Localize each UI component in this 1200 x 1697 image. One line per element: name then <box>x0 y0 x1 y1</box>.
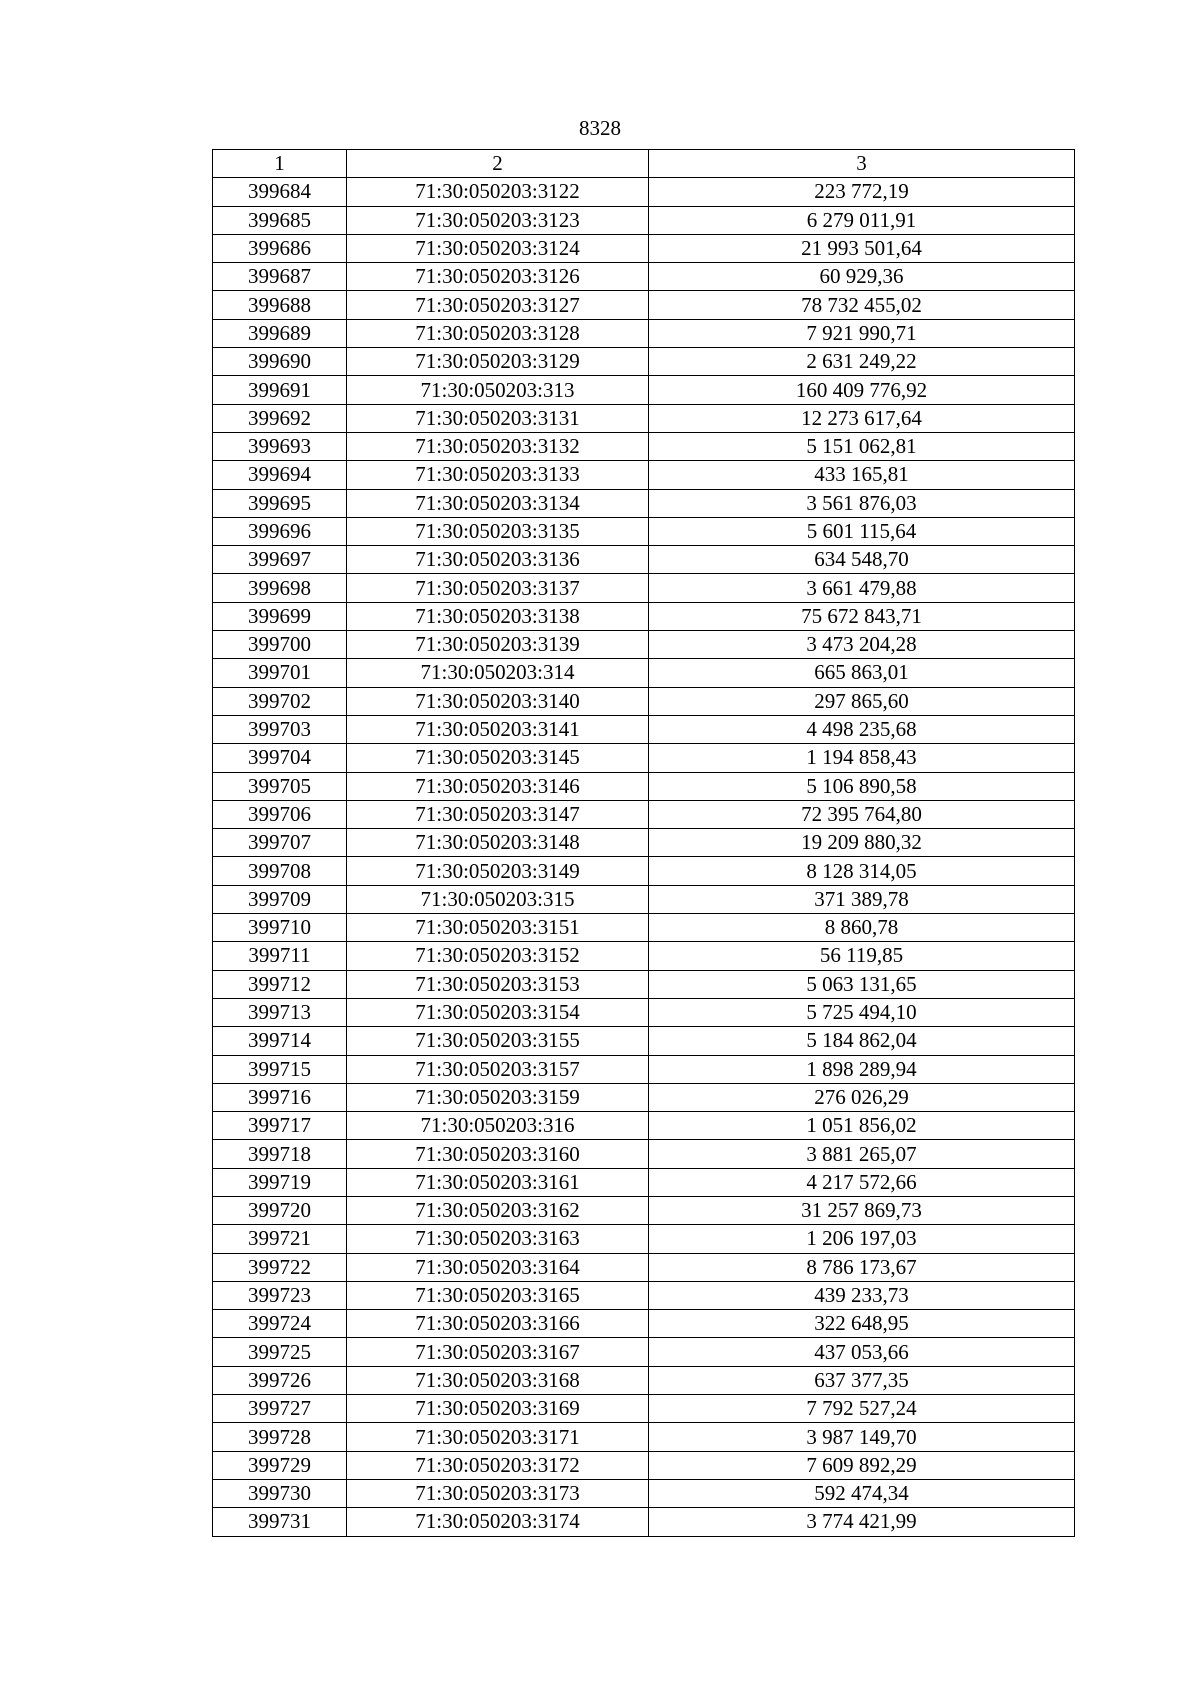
cadastral-number-cell: 71:30:050203:3137 <box>347 574 649 602</box>
cadastral-value-cell: 3 661 479,88 <box>649 574 1075 602</box>
cadastral-number-cell: 71:30:050203:3140 <box>347 687 649 715</box>
row-number-cell: 399707 <box>213 829 347 857</box>
cadastral-number-cell: 71:30:050203:3161 <box>347 1168 649 1196</box>
cadastral-value-cell: 665 863,01 <box>649 659 1075 687</box>
table-row <box>213 489 1075 517</box>
cadastral-number-cell: 71:30:050203:3127 <box>347 291 649 319</box>
row-number-cell: 399706 <box>213 800 347 828</box>
column-header-cadastral-number: 2 <box>347 150 649 178</box>
table-row <box>213 1310 1075 1338</box>
cadastral-number-cell: 71:30:050203:3122 <box>347 178 649 206</box>
table-row <box>213 602 1075 630</box>
cadastral-value-cell: 6 279 011,91 <box>649 206 1075 234</box>
row-number-cell: 399690 <box>213 348 347 376</box>
cadastral-number-cell: 71:30:050203:3165 <box>347 1281 649 1309</box>
row-number-cell: 399730 <box>213 1479 347 1507</box>
row-number-cell: 399684 <box>213 178 347 206</box>
cadastral-value-cell: 371 389,78 <box>649 885 1075 913</box>
row-number-cell: 399709 <box>213 885 347 913</box>
cadastral-value-cell: 12 273 617,64 <box>649 404 1075 432</box>
cadastral-number-cell: 71:30:050203:3166 <box>347 1310 649 1338</box>
cadastral-number-cell: 71:30:050203:3135 <box>347 517 649 545</box>
table-row <box>213 1027 1075 1055</box>
cadastral-number-cell: 71:30:050203:3155 <box>347 1027 649 1055</box>
row-number-cell: 399687 <box>213 263 347 291</box>
cadastral-number-cell: 71:30:050203:3153 <box>347 970 649 998</box>
row-number-cell: 399725 <box>213 1338 347 1366</box>
cadastral-value-cell: 3 561 876,03 <box>649 489 1075 517</box>
table-row <box>213 178 1075 206</box>
cadastral-value-cell: 5 151 062,81 <box>649 432 1075 460</box>
cadastral-number-cell: 71:30:050203:3128 <box>347 319 649 347</box>
table-row <box>213 234 1075 262</box>
table-row <box>213 885 1075 913</box>
table-row <box>213 631 1075 659</box>
table-row <box>213 1253 1075 1281</box>
row-number-cell: 399692 <box>213 404 347 432</box>
cadastral-value-cell: 4 217 572,66 <box>649 1168 1075 1196</box>
cadastral-number-cell: 71:30:050203:3171 <box>347 1423 649 1451</box>
cadastral-value-cell: 72 395 764,80 <box>649 800 1075 828</box>
table-row <box>213 1225 1075 1253</box>
cadastral-value-cell: 1 898 289,94 <box>649 1055 1075 1083</box>
cadastral-value-cell: 19 209 880,32 <box>649 829 1075 857</box>
cadastral-number-cell: 71:30:050203:3174 <box>347 1508 649 1536</box>
cadastral-number-cell: 71:30:050203:3157 <box>347 1055 649 1083</box>
table-row <box>213 970 1075 998</box>
row-number-cell: 399701 <box>213 659 347 687</box>
cadastral-number-cell: 71:30:050203:313 <box>347 376 649 404</box>
cadastral-number-cell: 71:30:050203:3167 <box>347 1338 649 1366</box>
table-row <box>213 1423 1075 1451</box>
cadastral-value-cell: 5 725 494,10 <box>649 998 1075 1026</box>
table-row <box>213 687 1075 715</box>
cadastral-number-cell: 71:30:050203:315 <box>347 885 649 913</box>
table-row <box>213 857 1075 885</box>
row-number-cell: 399700 <box>213 631 347 659</box>
row-number-cell: 399704 <box>213 744 347 772</box>
cadastral-value-cell: 4 498 235,68 <box>649 715 1075 743</box>
cadastral-number-cell: 71:30:050203:3152 <box>347 942 649 970</box>
table-row <box>213 800 1075 828</box>
cadastral-value-cell: 634 548,70 <box>649 546 1075 574</box>
cadastral-value-cell: 5 184 862,04 <box>649 1027 1075 1055</box>
row-number-cell: 399711 <box>213 942 347 970</box>
cadastral-value-cell: 223 772,19 <box>649 178 1075 206</box>
cadastral-value-cell: 56 119,85 <box>649 942 1075 970</box>
table-row <box>213 432 1075 460</box>
cadastral-value-cell: 160 409 776,92 <box>649 376 1075 404</box>
cadastral-number-cell: 71:30:050203:316 <box>347 1112 649 1140</box>
row-number-cell: 399720 <box>213 1196 347 1224</box>
cadastral-value-cell: 3 473 204,28 <box>649 631 1075 659</box>
table-row <box>213 263 1075 291</box>
cadastral-value-cell: 75 672 843,71 <box>649 602 1075 630</box>
table-row <box>213 998 1075 1026</box>
table-row <box>213 1366 1075 1394</box>
cadastral-value-cell: 1 051 856,02 <box>649 1112 1075 1140</box>
column-header-number: 1 <box>213 150 347 178</box>
cadastral-value-cell: 439 233,73 <box>649 1281 1075 1309</box>
row-number-cell: 399699 <box>213 602 347 630</box>
cadastral-number-cell: 71:30:050203:3163 <box>347 1225 649 1253</box>
row-number-cell: 399714 <box>213 1027 347 1055</box>
table-row <box>213 291 1075 319</box>
row-number-cell: 399721 <box>213 1225 347 1253</box>
cadastral-value-cell: 5 601 115,64 <box>649 517 1075 545</box>
table-row <box>213 517 1075 545</box>
cadastral-number-cell: 71:30:050203:3147 <box>347 800 649 828</box>
cadastral-number-cell: 71:30:050203:3164 <box>347 1253 649 1281</box>
row-number-cell: 399722 <box>213 1253 347 1281</box>
cadastral-number-cell: 71:30:050203:3145 <box>347 744 649 772</box>
table-row <box>213 1083 1075 1111</box>
table-row <box>213 715 1075 743</box>
row-number-cell: 399695 <box>213 489 347 517</box>
cadastral-number-cell: 71:30:050203:3151 <box>347 914 649 942</box>
table-row <box>213 1112 1075 1140</box>
table-row <box>213 1140 1075 1168</box>
table-row <box>213 914 1075 942</box>
cadastral-number-cell: 71:30:050203:3173 <box>347 1479 649 1507</box>
row-number-cell: 399685 <box>213 206 347 234</box>
row-number-cell: 399688 <box>213 291 347 319</box>
cadastral-value-cell: 21 993 501,64 <box>649 234 1075 262</box>
table-row <box>213 1479 1075 1507</box>
cadastral-value-cell: 3 881 265,07 <box>649 1140 1075 1168</box>
table-row <box>213 546 1075 574</box>
cadastral-number-cell: 71:30:050203:3139 <box>347 631 649 659</box>
cadastral-number-cell: 71:30:050203:3172 <box>347 1451 649 1479</box>
cadastral-number-cell: 71:30:050203:3136 <box>347 546 649 574</box>
cadastral-value-cell: 1 194 858,43 <box>649 744 1075 772</box>
row-number-cell: 399719 <box>213 1168 347 1196</box>
table-row <box>213 1196 1075 1224</box>
cadastral-number-cell: 71:30:050203:3149 <box>347 857 649 885</box>
table-row <box>213 1281 1075 1309</box>
table-row <box>213 574 1075 602</box>
row-number-cell: 399716 <box>213 1083 347 1111</box>
row-number-cell: 399718 <box>213 1140 347 1168</box>
table-row <box>213 319 1075 347</box>
cadastral-number-cell: 71:30:050203:3146 <box>347 772 649 800</box>
cadastral-number-cell: 71:30:050203:3160 <box>347 1140 649 1168</box>
table-row <box>213 348 1075 376</box>
cadastral-number-cell: 71:30:050203:3141 <box>347 715 649 743</box>
table-header <box>213 150 1075 178</box>
cadastral-number-cell: 71:30:050203:3138 <box>347 602 649 630</box>
cadastral-number-cell: 71:30:050203:314 <box>347 659 649 687</box>
cadastral-number-cell: 71:30:050203:3159 <box>347 1083 649 1111</box>
row-number-cell: 399698 <box>213 574 347 602</box>
cadastral-value-cell: 78 732 455,02 <box>649 291 1075 319</box>
row-number-cell: 399727 <box>213 1395 347 1423</box>
row-number-cell: 399691 <box>213 376 347 404</box>
row-number-cell: 399729 <box>213 1451 347 1479</box>
cadastral-value-cell: 637 377,35 <box>649 1366 1075 1394</box>
table-row <box>213 772 1075 800</box>
table-row <box>213 744 1075 772</box>
row-number-cell: 399689 <box>213 319 347 347</box>
cadastral-number-cell: 71:30:050203:3124 <box>347 234 649 262</box>
cadastral-value-table <box>212 149 1075 1537</box>
table-row <box>213 376 1075 404</box>
row-number-cell: 399723 <box>213 1281 347 1309</box>
cadastral-value-cell: 7 609 892,29 <box>649 1451 1075 1479</box>
cadastral-value-cell: 322 648,95 <box>649 1310 1075 1338</box>
cadastral-number-cell: 71:30:050203:3154 <box>347 998 649 1026</box>
cadastral-number-cell: 71:30:050203:3169 <box>347 1395 649 1423</box>
table-row <box>213 1395 1075 1423</box>
cadastral-number-cell: 71:30:050203:3129 <box>347 348 649 376</box>
row-number-cell: 399717 <box>213 1112 347 1140</box>
cadastral-number-cell: 71:30:050203:3134 <box>347 489 649 517</box>
table-row <box>213 1508 1075 1536</box>
row-number-cell: 399726 <box>213 1366 347 1394</box>
table-row <box>213 206 1075 234</box>
table-row <box>213 659 1075 687</box>
table-row <box>213 1168 1075 1196</box>
table-row <box>213 829 1075 857</box>
cadastral-value-cell: 2 631 249,22 <box>649 348 1075 376</box>
column-header-cadastral-value: 3 <box>649 150 1075 178</box>
table-row <box>213 1055 1075 1083</box>
cadastral-number-cell: 71:30:050203:3123 <box>347 206 649 234</box>
cadastral-number-cell: 71:30:050203:3126 <box>347 263 649 291</box>
cadastral-value-cell: 1 206 197,03 <box>649 1225 1075 1253</box>
row-number-cell: 399694 <box>213 461 347 489</box>
cadastral-number-cell: 71:30:050203:3168 <box>347 1366 649 1394</box>
cadastral-value-cell: 437 053,66 <box>649 1338 1075 1366</box>
cadastral-value-cell: 276 026,29 <box>649 1083 1075 1111</box>
cadastral-value-cell: 60 929,36 <box>649 263 1075 291</box>
cadastral-value-cell: 5 063 131,65 <box>649 970 1075 998</box>
cadastral-value-cell: 8 860,78 <box>649 914 1075 942</box>
cadastral-value-cell: 433 165,81 <box>649 461 1075 489</box>
row-number-cell: 399697 <box>213 546 347 574</box>
cadastral-number-cell: 71:30:050203:3162 <box>347 1196 649 1224</box>
cadastral-value-cell: 8 786 173,67 <box>649 1253 1075 1281</box>
cadastral-value-cell: 7 921 990,71 <box>649 319 1075 347</box>
table-row <box>213 942 1075 970</box>
cadastral-number-cell: 71:30:050203:3132 <box>347 432 649 460</box>
row-number-cell: 399702 <box>213 687 347 715</box>
row-number-cell: 399715 <box>213 1055 347 1083</box>
row-number-cell: 399731 <box>213 1508 347 1536</box>
row-number-cell: 399708 <box>213 857 347 885</box>
row-number-cell: 399703 <box>213 715 347 743</box>
row-number-cell: 399686 <box>213 234 347 262</box>
table-row <box>213 1451 1075 1479</box>
row-number-cell: 399728 <box>213 1423 347 1451</box>
cadastral-number-cell: 71:30:050203:3148 <box>347 829 649 857</box>
row-number-cell: 399712 <box>213 970 347 998</box>
table-body <box>213 178 1075 1536</box>
page-number: 8328 <box>579 116 621 140</box>
cadastral-value-cell: 5 106 890,58 <box>649 772 1075 800</box>
row-number-cell: 399705 <box>213 772 347 800</box>
table-row <box>213 404 1075 432</box>
table-row <box>213 1338 1075 1366</box>
cadastral-value-cell: 3 774 421,99 <box>649 1508 1075 1536</box>
cadastral-value-cell: 3 987 149,70 <box>649 1423 1075 1451</box>
row-number-cell: 399696 <box>213 517 347 545</box>
row-number-cell: 399724 <box>213 1310 347 1338</box>
cadastral-value-cell: 7 792 527,24 <box>649 1395 1075 1423</box>
cadastral-value-cell: 8 128 314,05 <box>649 857 1075 885</box>
cadastral-value-cell: 592 474,34 <box>649 1479 1075 1507</box>
header-row <box>213 150 1075 178</box>
row-number-cell: 399693 <box>213 432 347 460</box>
cadastral-number-cell: 71:30:050203:3131 <box>347 404 649 432</box>
row-number-cell: 399710 <box>213 914 347 942</box>
row-number-cell: 399713 <box>213 998 347 1026</box>
cadastral-value-cell: 31 257 869,73 <box>649 1196 1075 1224</box>
cadastral-number-cell: 71:30:050203:3133 <box>347 461 649 489</box>
cadastral-value-cell: 297 865,60 <box>649 687 1075 715</box>
table-row <box>213 461 1075 489</box>
